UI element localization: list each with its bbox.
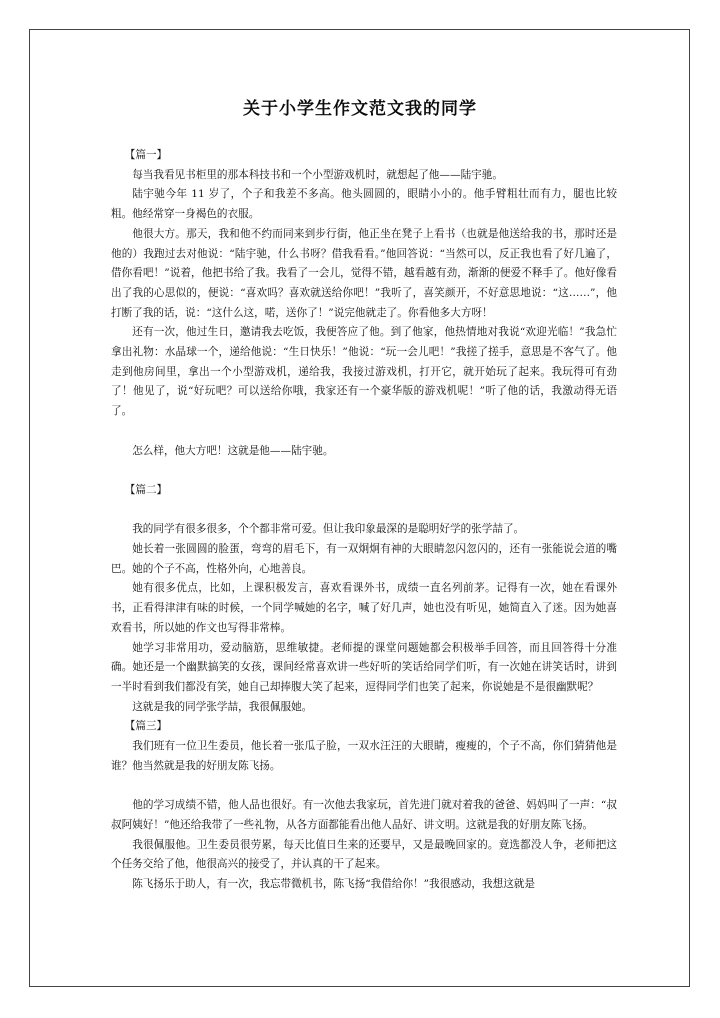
section-heading: 【篇二】 <box>124 483 168 496</box>
paragraph: 我的同学有很多很多，个个都非常可爱。但让我印象最深的是聪明好学的张学喆了。 <box>132 523 525 536</box>
paragraph: 怎么样，他大方吧！这就是他——陆宇驰。 <box>132 444 334 457</box>
paragraph: 这就是我的同学张学喆，我很佩服她。 <box>132 700 313 713</box>
paragraph: 他很大方。那天，我和他不约而同来到步行街，他正坐在凳子上看书（也就是他送给我的书，那时还是他的）我跑过去对他说：“陆宇驰，什么书呀？借我看看。”他回答说：“当然可以，反正我也看了好几遍了，借你看吧！”说着，他把书给了我。我看了一会儿，觉得不错，越看越有劲，渐渐的便爱不释手了。他好像看出了我的心思似的，便说：“喜欢吗？喜欢就送给你吧！”我听了，喜笑颜开，不好意思地说：“这……”，他打断了我的话，说：“这什么这，喏，送你了！”说完他就走了。你看他多大方呀！ <box>111 227 617 319</box>
paragraph: 每当我看见书柜里的那本科技书和一个小型游戏机时，就想起了他——陆宇驰。 <box>132 168 503 181</box>
document-body <box>111 146 617 895</box>
paragraph: 我很佩服他。卫生委员很劳累，每天比值日生来的还要早，又是最晚回家的。竟选都没人争，老师把这个任务交给了他，他很高兴的接受了，并认真的干了起来。 <box>111 838 617 871</box>
paragraph: 陈飞扬乐于助人，有一次，我忘带微机书，陈飞扬“我借给你！”我很感动，我想这就是 <box>132 877 535 890</box>
paragraph: 陆宇驰今年 11 岁了，个子和我差不多高。他头圆圆的，眼睛小小的。他手臂粗壮而有力，腿也比较粗。他经常穿一身褐色的衣服。 <box>111 188 617 221</box>
paragraph: 她学习非常用功，爱动脑筋，思维敏捷。老师提的课堂问题她都会积极举手回答，而且回答得十分准确。她还是一个幽默搞笑的女孩，课间经常喜欢讲一些好听的笑话给同学们听，有一次她在讲笑话时，讲到一半时看到我们都没有笑，她自己却捧腹大笑了起来，逗得同学们也笑了起来，你说她是不是很幽默呢？ <box>111 641 617 693</box>
section-heading: 【篇一】 <box>124 149 168 161</box>
paragraph: 我们班有一位卫生委员，他长着一张瓜子脸，一双水汪汪的大眼睛，瘦瘦的，个子不高，你们猜猜他是谁？他当然就是我的好朋友陈飞扬。 <box>111 740 617 772</box>
paragraph: 她有很多优点，比如，上课积极发言，喜欢看课外书，成绩一直名列前茅。记得有一次，她在看课外书，正看得津津有味的时候，一个同学喊她的名字，喊了好几声，她也没有听见，她简直入了迷。因为她喜欢看书，所以她的作文也写得非常棒。 <box>111 582 617 634</box>
document-title: 关于小学生作文范文我的同学 <box>243 99 477 119</box>
paragraph: 她长着一张圆圆的脸蛋，弯弯的眉毛下，有一双炯炯有神的大眼睛忽闪忽闪的，还有一张能说会道的嘴巴。她的个子不高，性格外向，心地善良。 <box>111 543 617 575</box>
paragraph: 他的学习成绩不错，他人品也很好。有一次他去我家玩，首先进门就对着我的爸爸、妈妈叫了一声：“叔叔阿姨好！”他还给我带了一些礼物，从各方面都能看出他人品好、讲文明。这就是我的好朋友陈飞扬。 <box>111 799 617 831</box>
paragraph: 还有一次，他过生日，邀请我去吃饭，我便答应了他。到了他家，他热情地对我说“欢迎光临！”我急忙拿出礼物：水晶球一个，递给他说：“生日快乐！”他说：“玩一会儿吧！”我搓了搓手，意思是不客气了。他走到他房间里，拿出一个小型游戏机，递给我，我接过游戏机，打开它，就开始玩了起来。我玩得可有劲了！他见了，说“好玩吧？可以送给你哦，我家还有一个豪华版的游戏机呢！”听了他的话，我激动得无语了。 <box>111 326 617 418</box>
section-heading: 【篇三】 <box>124 720 168 733</box>
